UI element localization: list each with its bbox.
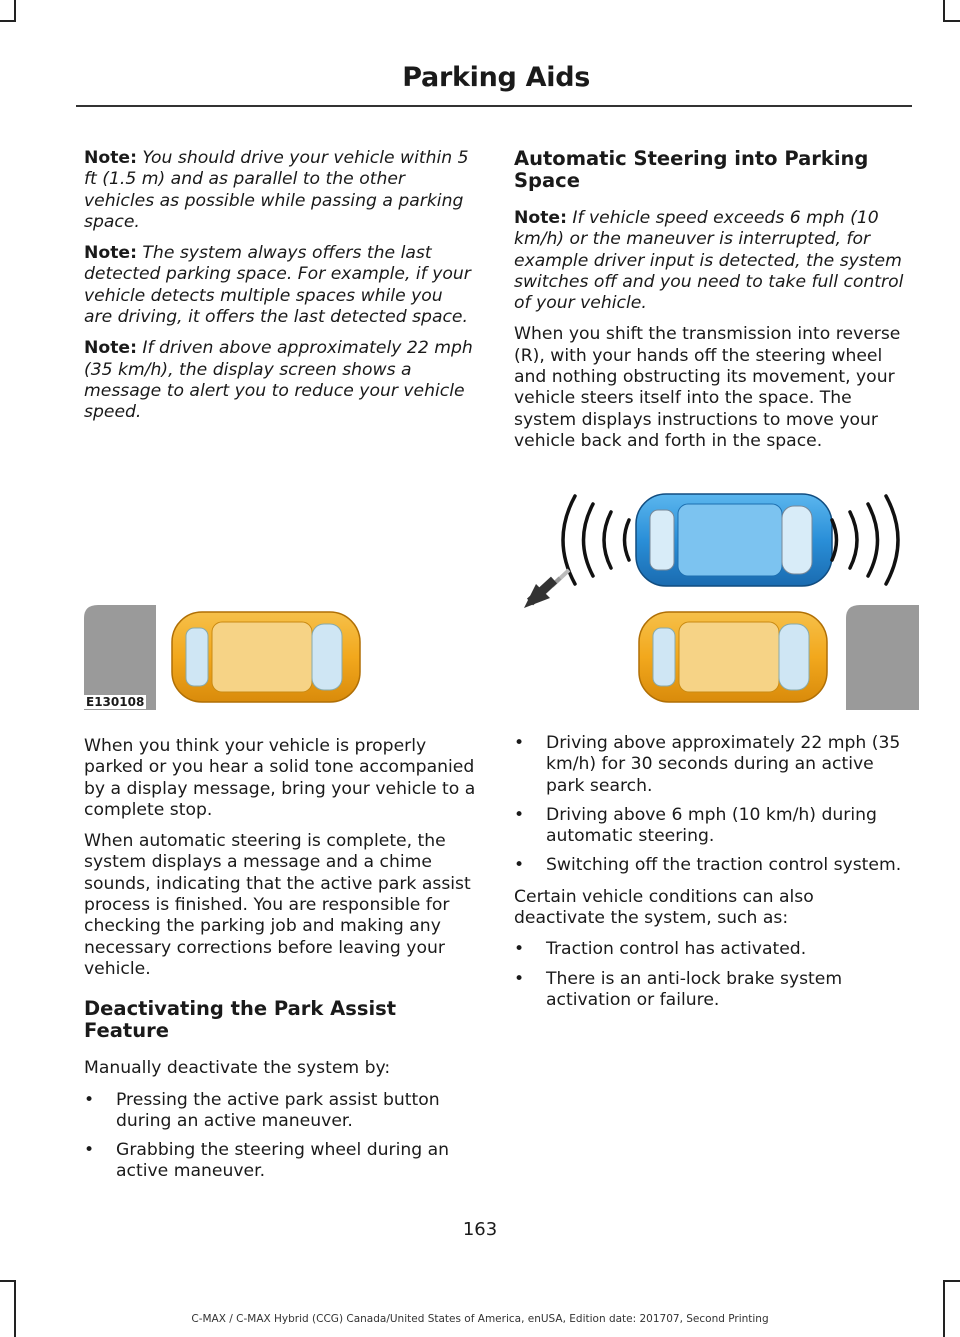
page-title: Parking Aids (402, 62, 590, 93)
body-paragraph: When you shift the transmission into reverse (R), with your hands off the steering wheel and nothing obstructing its movement, your vehicle steers itself into the space. The system displays instructions to move your vehicle back and forth in the space. (514, 324, 901, 451)
note-text: If driven above approximately 22 mph (35 km/h), the display screen shows a message to alert you to reduce your vehicle speed. (84, 338, 473, 423)
note-text: You should drive your vehicle within 5 ft (1.5 m) and as parallel to the other vehicles as possible while passing a parking space. (84, 148, 469, 232)
note (514, 208, 909, 314)
crop-mark (14, 1280, 16, 1337)
bullet-list (514, 939, 909, 1011)
note-label: Note: (84, 243, 137, 264)
bullet-icon: • (514, 733, 525, 753)
parked-car (639, 612, 827, 702)
list-item-text: Traction control has activated. (546, 939, 807, 960)
list-item (84, 1090, 476, 1133)
note (84, 148, 476, 233)
list-item-text: Switching off the traction control system. (546, 855, 902, 876)
note-text: The system always offers the last detected parking space. For example, if your vehicle detects multiple spaces while you are driving, it offers the last detected space. (84, 243, 471, 328)
note-label: Note: (84, 338, 137, 359)
body-paragraph: When you think your vehicle is properly parked or you hear a solid tone accompanied by a display message, bring your vehicle to a complete stop. (84, 736, 476, 820)
list-item-text: There is an anti-lock brake system activation or failure. (546, 968, 843, 1010)
crop-mark (943, 0, 945, 22)
right-column-top (514, 148, 909, 462)
footer-text: C-MAX / C-MAX Hybrid (CCG) Canada/United States of America, enUSA, Edition date: 201707, Second Printing (191, 1313, 769, 1325)
parked-car (172, 612, 360, 702)
bullet-list (514, 733, 909, 877)
list-item-text: Driving above approximately 22 mph (35 km/h) for 30 seconds during an active park search. (546, 733, 901, 796)
bullet-icon: • (84, 1140, 95, 1161)
header-divider (76, 105, 912, 107)
curb (846, 605, 919, 710)
bullet-icon: • (84, 1089, 95, 1110)
note (84, 338, 476, 423)
bullet-icon: • (514, 939, 525, 960)
list-item-text: Driving above 6 mph (10 km/h) during automatic steering. (546, 804, 877, 847)
page-number: 163 (462, 1219, 498, 1240)
left-column-top (84, 148, 476, 434)
crop-mark (943, 1280, 960, 1282)
bullet-list (84, 1090, 476, 1183)
crop-mark (0, 1280, 16, 1282)
parking-illustration (84, 490, 919, 710)
body-paragraph: Manually deactivate the system by: (84, 1058, 391, 1079)
list-item (514, 805, 909, 848)
list-item (84, 1140, 476, 1183)
bullet-icon: • (514, 968, 525, 989)
crop-mark (943, 20, 960, 22)
active-car (636, 494, 832, 586)
list-item (514, 733, 909, 797)
note-text: If vehicle speed exceeds 6 mph (10 km/h) or the maneuver is interrupted, for example driver input is detected, the system switches off and you need to take full control of your vehicle. (514, 208, 904, 314)
note (84, 243, 476, 328)
list-item (514, 939, 909, 960)
sensor-waves-front (832, 496, 898, 584)
sensor-waves-rear (563, 496, 629, 584)
reverse-arrow-icon (524, 570, 569, 608)
bullet-icon: • (514, 855, 525, 876)
right-column-bottom (514, 733, 909, 1021)
left-column-bottom (84, 736, 476, 1193)
list-item (514, 969, 909, 1012)
crop-mark (943, 1280, 945, 1337)
list-item-text: Pressing the active park assist button during an active maneuver. (116, 1089, 440, 1131)
section-heading: Deactivating the Park Assist Feature (84, 997, 397, 1043)
crop-mark (14, 0, 16, 22)
figure-label: E130108 (86, 695, 145, 709)
list-item-text: Grabbing the steering wheel during an active maneuver. (116, 1140, 450, 1182)
note-label: Note: (514, 208, 567, 228)
note-label: Note: (84, 148, 137, 168)
crop-mark (0, 20, 16, 22)
bullet-icon: • (514, 804, 525, 825)
body-paragraph: When automatic steering is complete, the system displays a message and a chime sounds, indicating that the active park assist process is finished. You are responsible for checking the parking job and making any necessary corrections before leaving your vehicle. (84, 831, 471, 979)
list-item (514, 855, 909, 876)
body-paragraph: Certain vehicle conditions can also deactivate the system, such as: (514, 886, 814, 929)
section-heading: Automatic Steering into Parking Space (514, 147, 869, 192)
